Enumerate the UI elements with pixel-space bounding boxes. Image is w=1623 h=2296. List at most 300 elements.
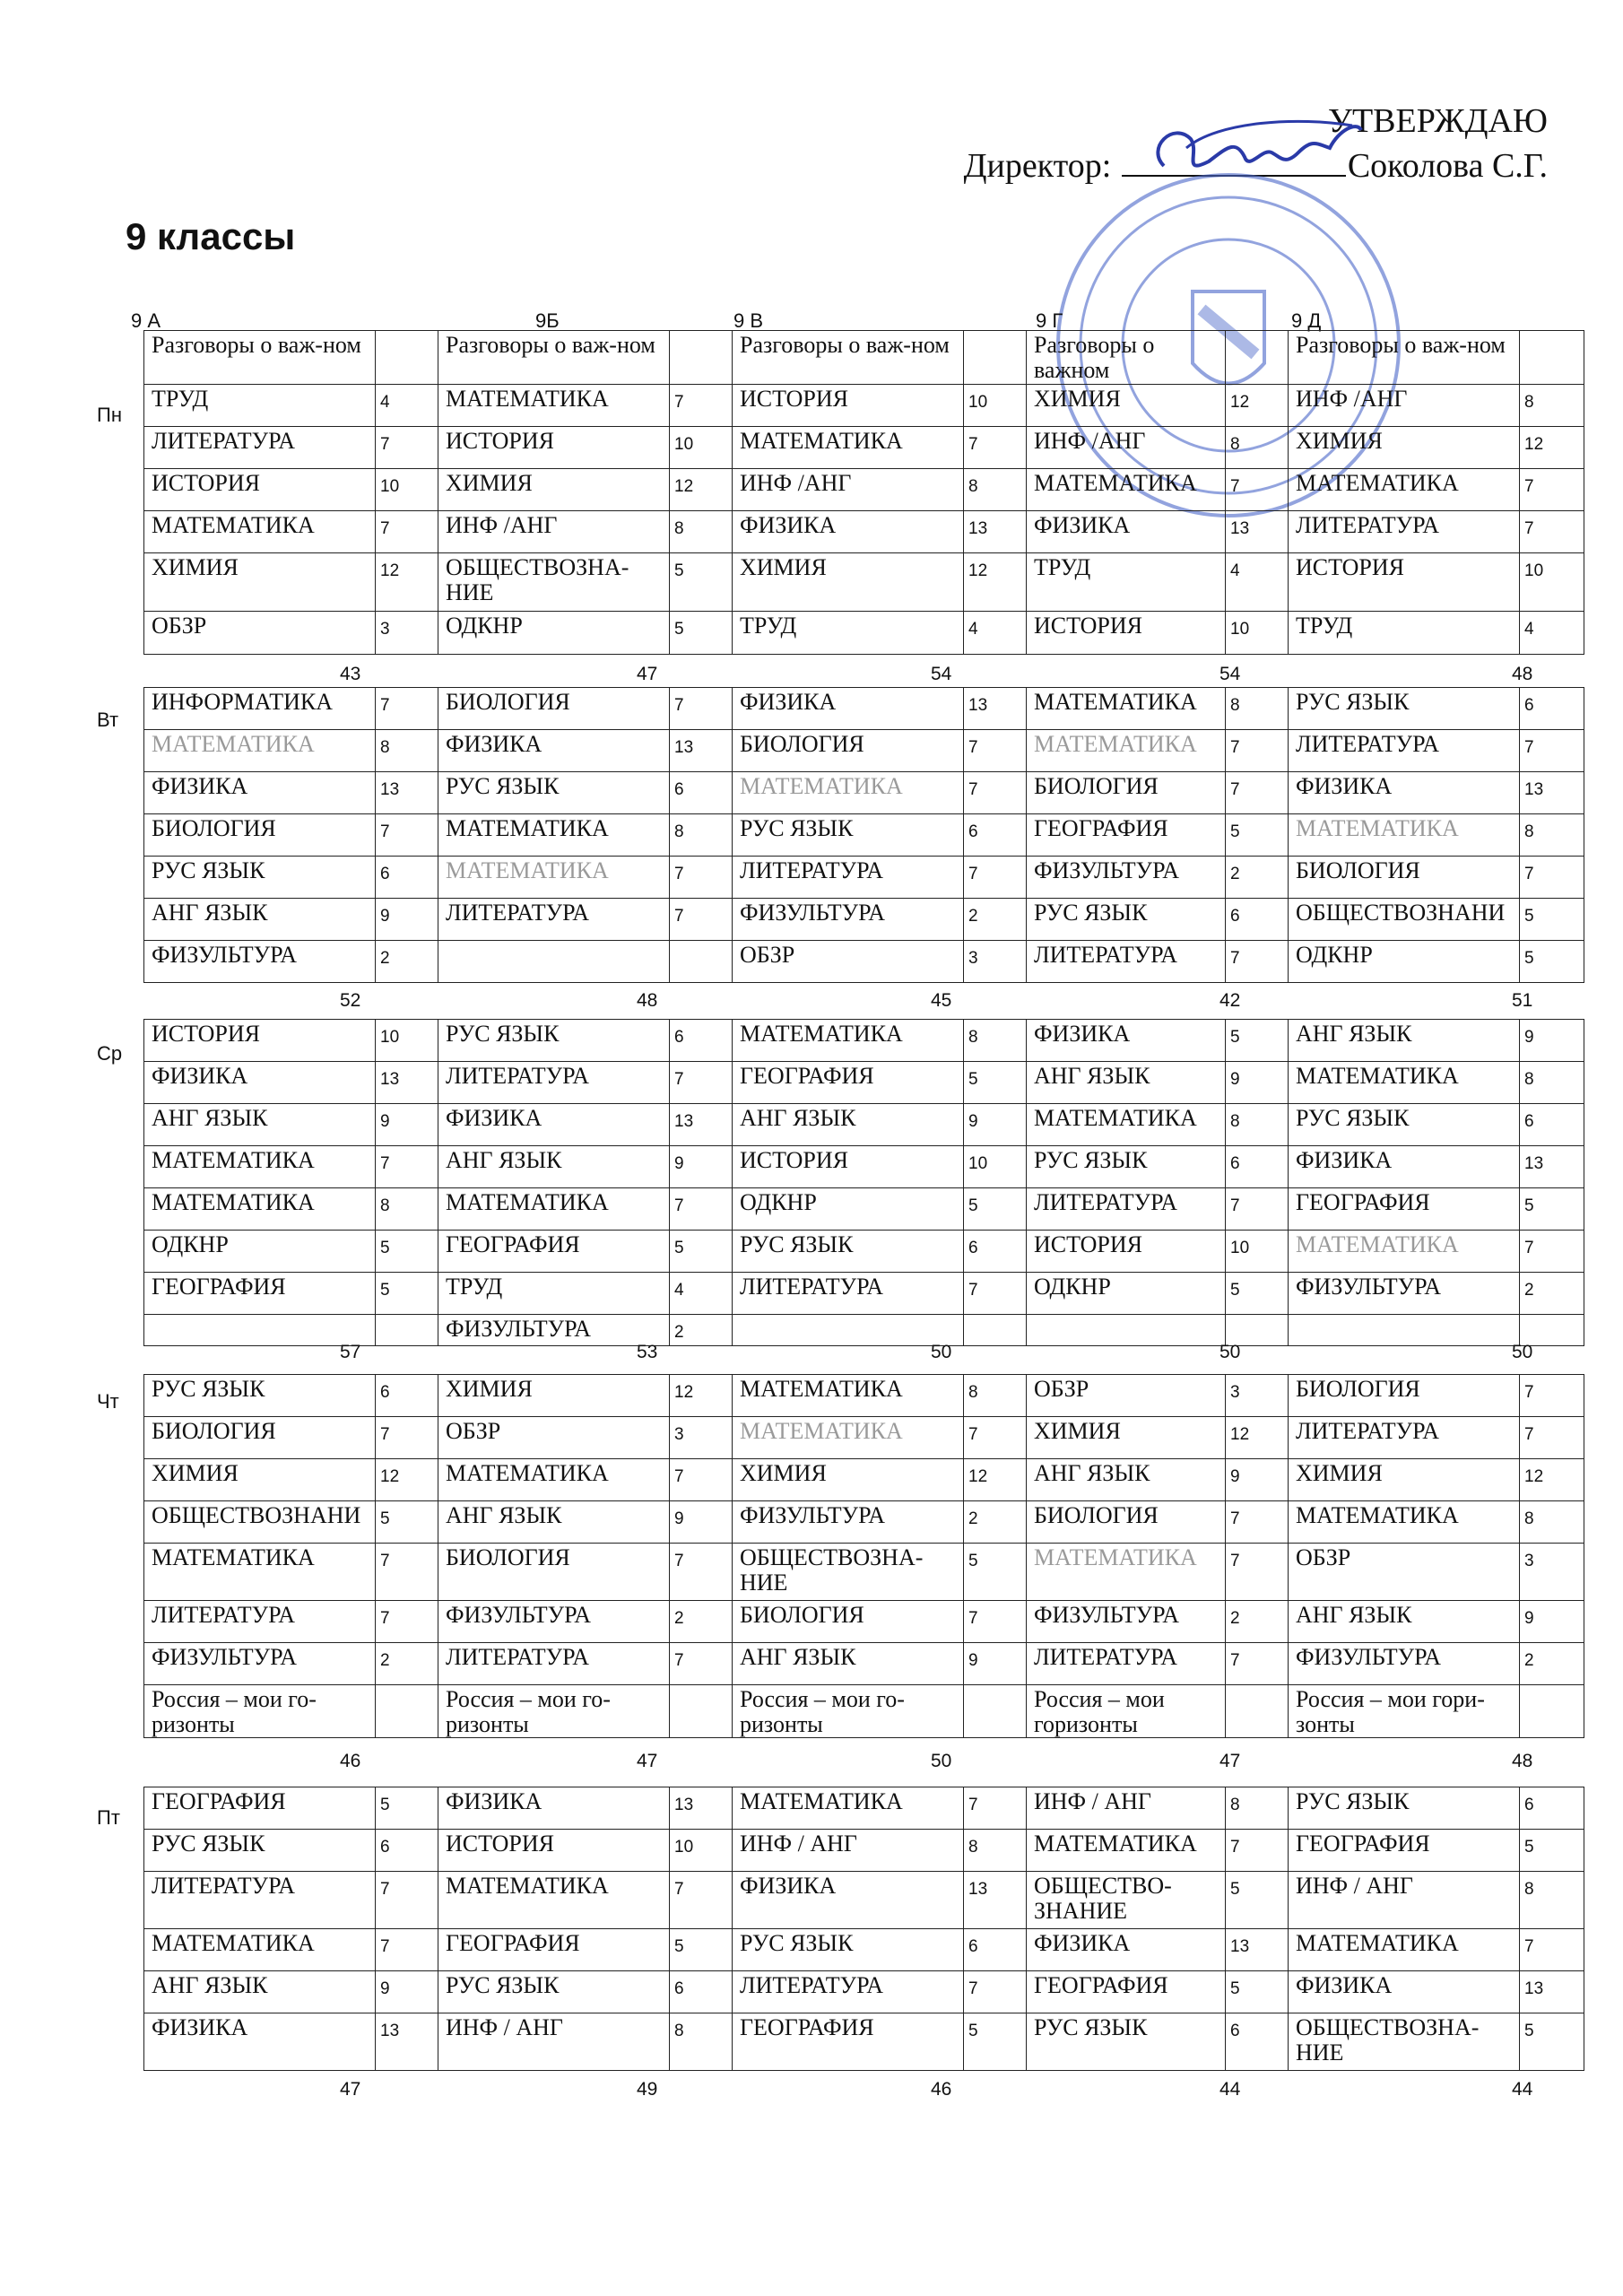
table-row	[144, 857, 1584, 899]
subject-cell: Россия – мои го-ризонты	[144, 1685, 376, 1738]
subject-cell: БИОЛОГИЯ	[1027, 1501, 1226, 1544]
difficulty-cell: 7	[1226, 1544, 1289, 1601]
difficulty-cell: 9	[670, 1146, 733, 1188]
subject-cell: МАТЕМАТИКА	[438, 814, 670, 857]
difficulty-cell: 13	[670, 730, 733, 772]
director-name: Соколова С.Г.	[1347, 147, 1548, 185]
subject-cell: ОДКНР	[438, 612, 670, 655]
subject-cell: РУС ЯЗЫК	[438, 772, 670, 814]
subject-cell: ФИЗИКА	[438, 1787, 670, 1830]
subject-cell: ИСТОРИЯ	[438, 427, 670, 469]
subject-cell: МАТЕМАТИКА	[438, 857, 670, 899]
difficulty-cell: 5	[376, 1787, 438, 1830]
subject-cell: РУС ЯЗЫК	[733, 1929, 964, 1971]
subject-cell: ЛИТЕРАТУРА	[438, 1062, 670, 1104]
subject-cell: РУС ЯЗЫК	[733, 1231, 964, 1273]
subject-cell: ФИЗИКА	[1027, 1929, 1226, 1971]
difficulty-cell: 5	[670, 612, 733, 655]
difficulty-cell: 8	[1226, 427, 1289, 469]
subject-cell: РУС ЯЗЫК	[438, 1020, 670, 1062]
subject-cell: ИСТОРИЯ	[144, 1020, 376, 1062]
difficulty-cell: 3	[376, 612, 438, 655]
difficulty-cell: 12	[1520, 427, 1584, 469]
difficulty-cell	[1520, 331, 1584, 385]
subject-cell: ИСТОРИЯ	[1027, 1231, 1226, 1273]
subject-cell: ФИЗИКА	[144, 2013, 376, 2071]
difficulty-cell: 10	[670, 427, 733, 469]
difficulty-cell: 8	[1520, 385, 1584, 427]
subject-cell: ЛИТЕРАТУРА	[733, 1273, 964, 1315]
subject-cell: ТРУД	[733, 612, 964, 655]
difficulty-cell: 5	[1226, 814, 1289, 857]
difficulty-cell: 12	[376, 553, 438, 612]
total-value: 48	[1512, 1751, 1533, 1771]
difficulty-cell: 7	[670, 1643, 733, 1685]
subject-cell: АНГ ЯЗЫК	[144, 1104, 376, 1146]
subject-cell: АНГ ЯЗЫК	[438, 1146, 670, 1188]
difficulty-cell: 7	[964, 857, 1027, 899]
subject-cell: ИНФ / АНГ	[733, 1830, 964, 1872]
subject-cell: ОДКНР	[1289, 941, 1520, 983]
subject-cell: ЛИТЕРАТУРА	[1027, 1188, 1226, 1231]
table-row	[144, 553, 1584, 612]
table-row	[144, 1643, 1584, 1685]
total-value: 50	[931, 1342, 952, 1362]
subject-cell: ХИМИЯ	[1289, 427, 1520, 469]
day-label-fri: Пт	[97, 1806, 120, 1829]
difficulty-cell: 8	[1226, 688, 1289, 730]
difficulty-cell	[670, 331, 733, 385]
total-value: 47	[637, 664, 658, 684]
subject-cell: АНГ ЯЗЫК	[733, 1643, 964, 1685]
difficulty-cell: 8	[376, 1188, 438, 1231]
difficulty-cell: 13	[1520, 1146, 1584, 1188]
subject-cell: МАТЕМАТИКА	[1289, 1501, 1520, 1544]
difficulty-cell: 8	[670, 814, 733, 857]
subject-cell: Разговоры о важ-ном	[438, 331, 670, 385]
subject-cell: ОБЗР	[438, 1417, 670, 1459]
subject-cell: МАТЕМАТИКА	[144, 1188, 376, 1231]
approval-title: УТВЕРЖДАЮ	[1328, 102, 1548, 140]
subject-cell: БИОЛОГИЯ	[733, 730, 964, 772]
subject-cell: ОДКНР	[733, 1188, 964, 1231]
table-row	[144, 1273, 1584, 1315]
total-value: 54	[931, 664, 952, 684]
difficulty-cell: 6	[964, 1929, 1027, 1971]
subject-cell: БИОЛОГИЯ	[733, 1601, 964, 1643]
subject-cell: ЛИТЕРАТУРА	[144, 1601, 376, 1643]
difficulty-cell: 2	[964, 899, 1027, 941]
difficulty-cell: 7	[1520, 1375, 1584, 1417]
subject-cell: ХИМИЯ	[144, 1459, 376, 1501]
subject-cell: МАТЕМАТИКА	[1289, 1062, 1520, 1104]
difficulty-cell: 4	[1520, 612, 1584, 655]
subject-cell: ХИМИЯ	[1027, 1417, 1226, 1459]
subject-cell: ГЕОГРАФИЯ	[438, 1929, 670, 1971]
difficulty-cell: 2	[1226, 857, 1289, 899]
subject-cell: БИОЛОГИЯ	[1289, 1375, 1520, 1417]
difficulty-cell: 10	[670, 1830, 733, 1872]
difficulty-cell: 10	[964, 1146, 1027, 1188]
difficulty-cell: 10	[964, 385, 1027, 427]
difficulty-cell: 9	[1520, 1020, 1584, 1062]
difficulty-cell: 7	[1226, 1188, 1289, 1231]
subject-cell: МАТЕМАТИКА	[1027, 1544, 1226, 1601]
subject-cell: ОБЩЕСТВОЗНАНИ	[144, 1501, 376, 1544]
difficulty-cell: 3	[1226, 1375, 1289, 1417]
difficulty-cell: 7	[1226, 941, 1289, 983]
subject-cell: БИОЛОГИЯ	[1289, 857, 1520, 899]
difficulty-cell: 13	[670, 1787, 733, 1830]
difficulty-cell: 13	[964, 688, 1027, 730]
table-row	[144, 1971, 1584, 2013]
table-row	[144, 941, 1584, 983]
subject-cell: ХИМИЯ	[1289, 1459, 1520, 1501]
subject-cell: ГЕОГРАФИЯ	[1027, 814, 1226, 857]
difficulty-cell	[670, 941, 733, 983]
difficulty-cell: 7	[376, 814, 438, 857]
subject-cell: ЛИТЕРАТУРА	[733, 1971, 964, 2013]
difficulty-cell	[376, 331, 438, 385]
total-value: 50	[931, 1751, 952, 1771]
subject-cell: МАТЕМАТИКА	[1289, 814, 1520, 857]
difficulty-cell: 5	[964, 1544, 1027, 1601]
table-row	[144, 1459, 1584, 1501]
subject-cell: ОДКНР	[1027, 1273, 1226, 1315]
subject-cell: ФИЗУЛЬТУРА	[733, 1501, 964, 1544]
subject-cell: ГЕОГРАФИЯ	[144, 1273, 376, 1315]
subject-cell: ФИЗИКА	[1289, 772, 1520, 814]
subject-cell: Россия – мои го-ризонты	[733, 1685, 964, 1738]
difficulty-cell: 7	[964, 1787, 1027, 1830]
subject-cell: РУС ЯЗЫК	[1289, 1787, 1520, 1830]
difficulty-cell: 8	[964, 469, 1027, 511]
difficulty-cell: 5	[670, 1929, 733, 1971]
difficulty-cell: 13	[964, 511, 1027, 553]
difficulty-cell: 13	[1520, 1971, 1584, 2013]
table-row	[144, 899, 1584, 941]
table-row	[144, 814, 1584, 857]
subject-cell: МАТЕМАТИКА	[733, 1417, 964, 1459]
difficulty-cell: 7	[1520, 1929, 1584, 1971]
table-row	[144, 1375, 1584, 1417]
subject-cell: РУС ЯЗЫК	[733, 814, 964, 857]
subject-cell: ФИЗУЛЬТУРА	[733, 899, 964, 941]
difficulty-cell: 12	[1520, 1459, 1584, 1501]
difficulty-cell	[964, 331, 1027, 385]
difficulty-cell	[670, 1685, 733, 1738]
difficulty-cell: 13	[1226, 1929, 1289, 1971]
subject-cell: ФИЗИКА	[1027, 1020, 1226, 1062]
difficulty-cell: 7	[376, 1417, 438, 1459]
day-totals-tue	[0, 990, 1623, 1012]
difficulty-cell: 7	[670, 1544, 733, 1601]
day-totals-mon	[0, 664, 1623, 685]
difficulty-cell: 13	[376, 772, 438, 814]
difficulty-cell: 7	[1520, 857, 1584, 899]
difficulty-cell: 6	[1226, 899, 1289, 941]
difficulty-cell: 8	[964, 1830, 1027, 1872]
table-row	[144, 1062, 1584, 1104]
difficulty-cell: 7	[1520, 469, 1584, 511]
difficulty-cell: 13	[670, 1104, 733, 1146]
difficulty-cell: 5	[1226, 1872, 1289, 1929]
total-value: 48	[637, 990, 658, 1011]
class-header-9v: 9 В	[733, 309, 764, 332]
difficulty-cell: 8	[1520, 814, 1584, 857]
difficulty-cell: 2	[964, 1501, 1027, 1544]
subject-cell: ИСТОРИЯ	[438, 1830, 670, 1872]
difficulty-cell: 6	[670, 772, 733, 814]
table-row	[144, 1929, 1584, 1971]
difficulty-cell: 2	[376, 941, 438, 983]
difficulty-cell: 7	[1226, 469, 1289, 511]
subject-cell: БИОЛОГИЯ	[1027, 772, 1226, 814]
difficulty-cell: 7	[376, 1929, 438, 1971]
difficulty-cell: 7	[670, 899, 733, 941]
subject-cell: Россия – мои горизонты	[1027, 1685, 1226, 1738]
subject-cell: ОБЩЕСТВОЗНА-НИЕ	[438, 553, 670, 612]
difficulty-cell: 2	[376, 1643, 438, 1685]
subject-cell: ЛИТЕРАТУРА	[733, 857, 964, 899]
subject-cell: Россия – мои го-ризонты	[438, 1685, 670, 1738]
day-label-tue: Вт	[97, 709, 119, 731]
subject-cell: ИНФ / АНГ	[438, 2013, 670, 2071]
subject-cell: ФИЗИКА	[438, 730, 670, 772]
difficulty-cell: 5	[670, 553, 733, 612]
table-row	[144, 1787, 1584, 1830]
difficulty-cell: 6	[1226, 2013, 1289, 2071]
total-value: 46	[340, 1751, 361, 1771]
subject-cell: ТРУД	[438, 1273, 670, 1315]
subject-cell: МАТЕМАТИКА	[1289, 469, 1520, 511]
difficulty-cell: 4	[670, 1273, 733, 1315]
schedule-table-wed	[143, 1019, 1584, 1346]
subject-cell: ФИЗИКА	[1289, 1971, 1520, 2013]
subject-cell: МАТЕМАТИКА	[144, 1544, 376, 1601]
difficulty-cell: 13	[1520, 772, 1584, 814]
subject-cell: МАТЕМАТИКА	[733, 1375, 964, 1417]
subject-cell: МАТЕМАТИКА	[438, 1459, 670, 1501]
subject-cell: ГЕОГРАФИЯ	[733, 1062, 964, 1104]
difficulty-cell: 5	[376, 1501, 438, 1544]
difficulty-cell: 6	[376, 1830, 438, 1872]
difficulty-cell: 7	[376, 1146, 438, 1188]
total-value: 50	[1219, 1342, 1241, 1362]
subject-cell: ГЕОГРАФИЯ	[1289, 1188, 1520, 1231]
difficulty-cell: 8	[670, 2013, 733, 2071]
subject-cell: ФИЗУЛЬТУРА	[438, 1315, 670, 1346]
difficulty-cell: 5	[376, 1231, 438, 1273]
difficulty-cell: 7	[964, 1417, 1027, 1459]
subject-cell: АНГ ЯЗЫК	[144, 899, 376, 941]
difficulty-cell: 7	[964, 1601, 1027, 1643]
difficulty-cell: 7	[376, 688, 438, 730]
director-label: Директор:	[963, 147, 1112, 185]
difficulty-cell	[1520, 1685, 1584, 1738]
total-value: 48	[1512, 664, 1533, 684]
subject-cell: МАТЕМАТИКА	[1027, 469, 1226, 511]
subject-cell: ФИЗУЛЬТУРА	[438, 1601, 670, 1643]
subject-cell: РУС ЯЗЫК	[1027, 2013, 1226, 2071]
subject-cell: ФИЗИКА	[733, 688, 964, 730]
difficulty-cell: 8	[964, 1375, 1027, 1417]
subject-cell: ИСТОРИЯ	[733, 1146, 964, 1188]
subject-cell: АНГ ЯЗЫК	[438, 1501, 670, 1544]
subject-cell: Разговоры о важ-ном	[1289, 331, 1520, 385]
subject-cell: ЛИТЕРАТУРА	[144, 1872, 376, 1929]
class-header-9g: 9 Г	[1036, 309, 1063, 332]
class-header-row	[0, 309, 1623, 331]
schedule-table-fri	[143, 1787, 1584, 2071]
difficulty-cell: 12	[964, 553, 1027, 612]
subject-cell: МАТЕМАТИКА	[438, 1872, 670, 1929]
difficulty-cell: 4	[1226, 553, 1289, 612]
subject-cell: ФИЗУЛЬТУРА	[144, 941, 376, 983]
difficulty-cell: 5	[964, 1062, 1027, 1104]
difficulty-cell: 7	[670, 688, 733, 730]
subject-cell: МАТЕМАТИКА	[733, 772, 964, 814]
subject-cell: БИОЛОГИЯ	[144, 1417, 376, 1459]
subject-cell: ЛИТЕРАТУРА	[1027, 941, 1226, 983]
difficulty-cell: 7	[376, 1601, 438, 1643]
total-value: 57	[340, 1342, 361, 1362]
schedule-table-thu	[143, 1374, 1584, 1738]
total-value: 54	[1219, 664, 1241, 684]
difficulty-cell: 9	[376, 1104, 438, 1146]
subject-cell: ЛИТЕРАТУРА	[1289, 730, 1520, 772]
subject-cell: МАТЕМАТИКА	[144, 1929, 376, 1971]
subject-cell: РУС ЯЗЫК	[144, 1830, 376, 1872]
day-totals-fri	[0, 2079, 1623, 2100]
subject-cell: ОБЩЕСТВОЗНА-НИЕ	[733, 1544, 964, 1601]
difficulty-cell: 5	[670, 1231, 733, 1273]
total-value: 43	[340, 664, 361, 684]
table-row	[144, 1601, 1584, 1643]
difficulty-cell: 6	[964, 814, 1027, 857]
subject-cell: АНГ ЯЗЫК	[1027, 1459, 1226, 1501]
difficulty-cell: 6	[1226, 1146, 1289, 1188]
subject-cell: МАТЕМАТИКА	[438, 1188, 670, 1231]
total-value: 52	[340, 990, 361, 1011]
difficulty-cell: 9	[376, 1971, 438, 2013]
table-row	[144, 385, 1584, 427]
difficulty-cell: 2	[1520, 1273, 1584, 1315]
difficulty-cell: 6	[1520, 1787, 1584, 1830]
subject-cell: ХИМИЯ	[733, 553, 964, 612]
subject-cell: АНГ ЯЗЫК	[144, 1971, 376, 2013]
subject-cell: ОБЗР	[1027, 1375, 1226, 1417]
difficulty-cell: 7	[964, 772, 1027, 814]
difficulty-cell: 13	[376, 2013, 438, 2071]
table-row	[144, 1188, 1584, 1231]
difficulty-cell: 8	[964, 1020, 1027, 1062]
total-value: 47	[340, 2079, 361, 2100]
difficulty-cell: 10	[1226, 612, 1289, 655]
schedule-table-mon	[143, 330, 1584, 655]
subject-cell: ОБЩЕСТВОЗНАНИ	[1289, 899, 1520, 941]
difficulty-cell: 7	[670, 385, 733, 427]
difficulty-cell: 7	[1226, 1501, 1289, 1544]
subject-cell: МАТЕМАТИКА	[733, 1787, 964, 1830]
subject-cell: ХИМИЯ	[1027, 385, 1226, 427]
difficulty-cell: 8	[376, 730, 438, 772]
table-row	[144, 1872, 1584, 1929]
total-value: 46	[931, 2079, 952, 2100]
difficulty-cell: 7	[964, 1273, 1027, 1315]
subject-cell: ГЕОГРАФИЯ	[438, 1231, 670, 1273]
difficulty-cell: 7	[1520, 1231, 1584, 1273]
subject-cell: ХИМИЯ	[438, 1375, 670, 1417]
difficulty-cell: 8	[1520, 1501, 1584, 1544]
difficulty-cell	[376, 1685, 438, 1738]
subject-cell: ИНФ /АНГ	[1289, 385, 1520, 427]
subject-cell: РУС ЯЗЫК	[144, 857, 376, 899]
page-title: 9 классы	[126, 215, 296, 257]
difficulty-cell: 7	[1226, 1643, 1289, 1685]
difficulty-cell: 6	[1520, 1104, 1584, 1146]
subject-cell: МАТЕМАТИКА	[733, 427, 964, 469]
difficulty-cell: 5	[964, 1188, 1027, 1231]
difficulty-cell: 5	[964, 2013, 1027, 2071]
subject-cell	[438, 941, 670, 983]
difficulty-cell: 7	[1226, 730, 1289, 772]
subject-cell: Разговоры о важ-ном	[733, 331, 964, 385]
subject-cell: ЛИТЕРАТУРА	[438, 1643, 670, 1685]
difficulty-cell: 5	[1226, 1020, 1289, 1062]
day-totals-thu	[0, 1751, 1623, 1772]
subject-cell: ТРУД	[1289, 612, 1520, 655]
difficulty-cell: 6	[376, 857, 438, 899]
table-row	[144, 730, 1584, 772]
difficulty-cell: 7	[1520, 1417, 1584, 1459]
difficulty-cell: 10	[376, 469, 438, 511]
difficulty-cell: 12	[376, 1459, 438, 1501]
difficulty-cell: 2	[1226, 1601, 1289, 1643]
difficulty-cell: 8	[670, 511, 733, 553]
difficulty-cell: 8	[1520, 1062, 1584, 1104]
subject-cell: ИНФ / АНГ	[1027, 1787, 1226, 1830]
table-row	[144, 1104, 1584, 1146]
subject-cell: МАТЕМАТИКА	[1289, 1231, 1520, 1273]
subject-cell: ФИЗИКА	[1027, 511, 1226, 553]
difficulty-cell: 7	[376, 511, 438, 553]
difficulty-cell: 3	[964, 941, 1027, 983]
difficulty-cell: 7	[670, 1459, 733, 1501]
subject-cell: ФИЗУЛЬТУРА	[1289, 1643, 1520, 1685]
table-row	[144, 331, 1584, 385]
class-header-9b: 9Б	[535, 309, 560, 332]
table-row	[144, 1685, 1584, 1738]
table-row	[144, 1417, 1584, 1459]
difficulty-cell: 9	[670, 1501, 733, 1544]
table-row	[144, 772, 1584, 814]
difficulty-cell	[1226, 331, 1289, 385]
difficulty-cell: 7	[670, 1872, 733, 1929]
subject-cell: РУС ЯЗЫК	[1289, 1104, 1520, 1146]
difficulty-cell: 7	[1226, 1830, 1289, 1872]
subject-cell: ХИМИЯ	[733, 1459, 964, 1501]
subject-cell: БИОЛОГИЯ	[438, 1544, 670, 1601]
subject-cell: ИНФ / АНГ	[1289, 1872, 1520, 1929]
difficulty-cell: 7	[376, 1872, 438, 1929]
subject-cell: ОБЗР	[144, 612, 376, 655]
difficulty-cell: 4	[376, 385, 438, 427]
subject-cell: ЛИТЕРАТУРА	[438, 899, 670, 941]
difficulty-cell: 7	[376, 1544, 438, 1601]
subject-cell: ОБЩЕСТВОЗНА-НИЕ	[1289, 2013, 1520, 2071]
subject-cell: ИНФ /АНГ	[733, 469, 964, 511]
